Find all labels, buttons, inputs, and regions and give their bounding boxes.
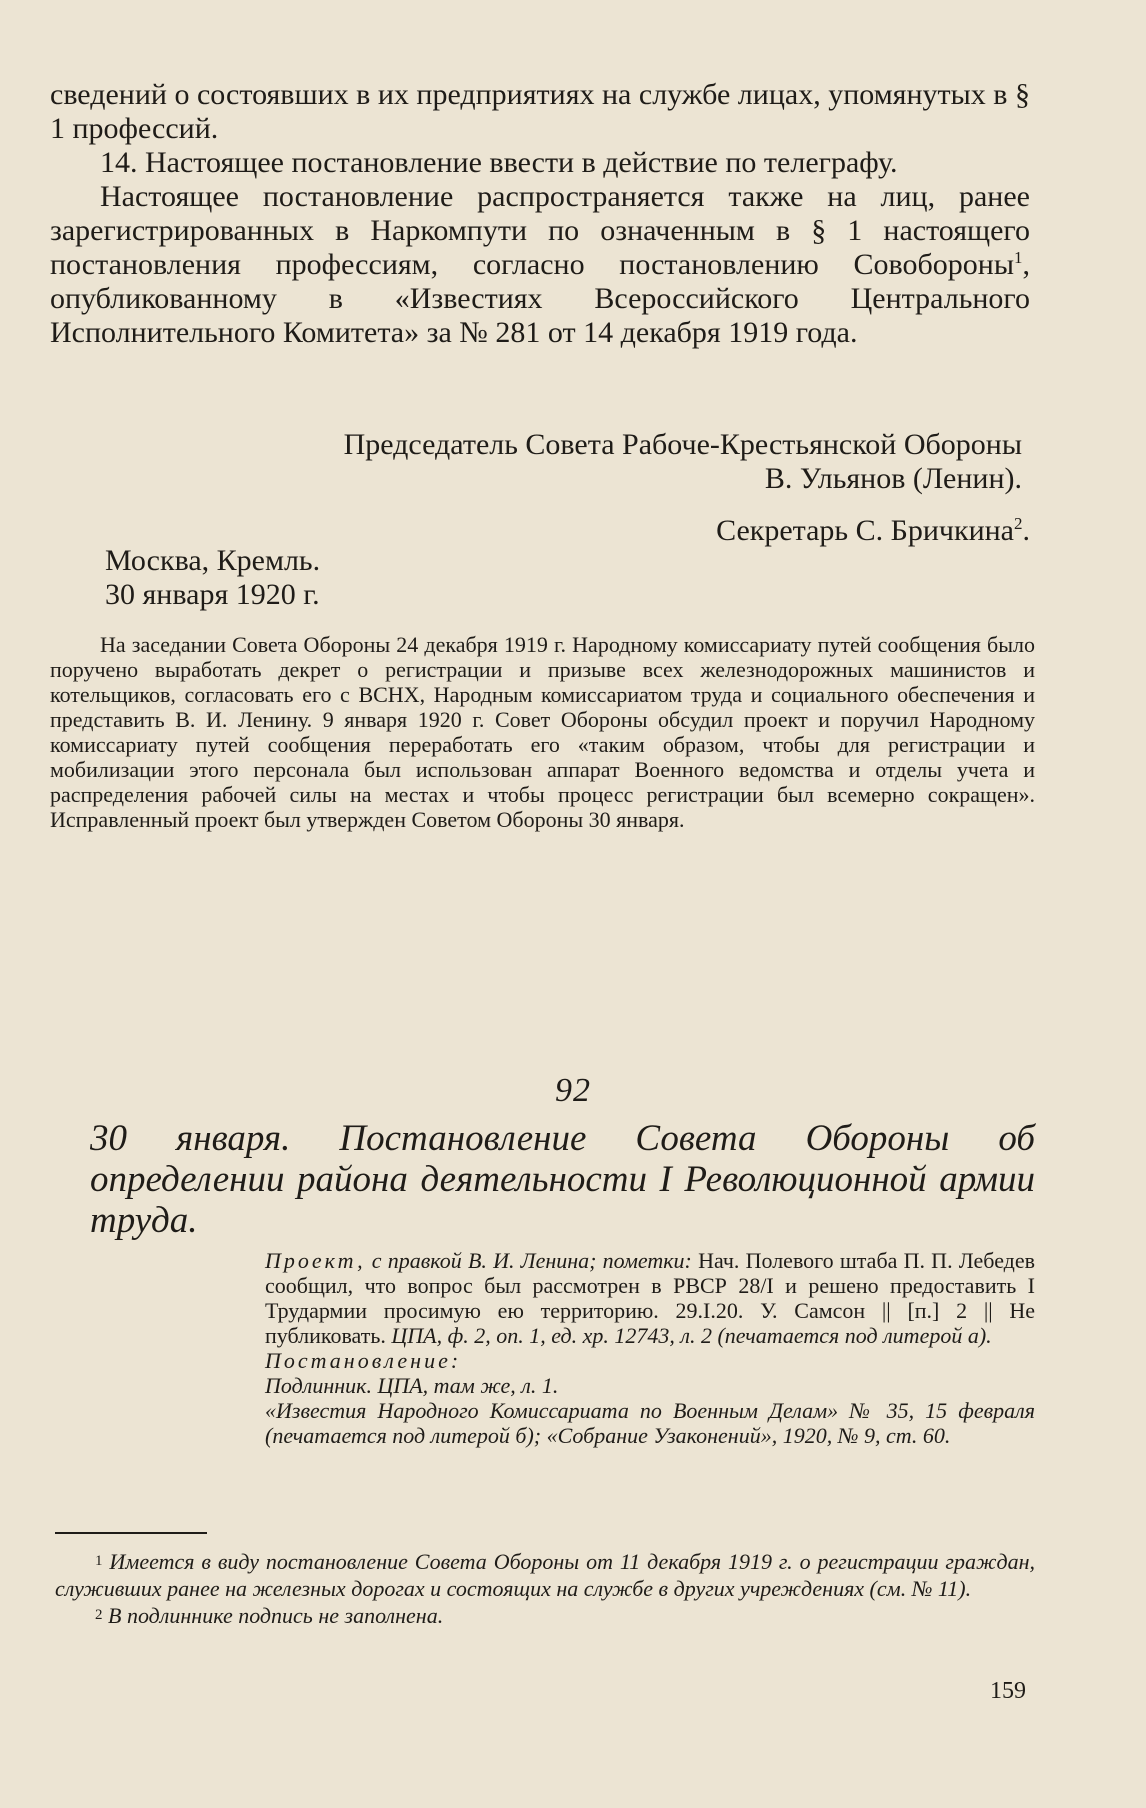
chair-title: Председатель Совета Рабоче-Крестьянской Обороны xyxy=(343,428,1022,461)
place-date xyxy=(105,544,320,612)
item-14: 14. Настоящее постановление ввести в действие по телеграфу. xyxy=(100,146,898,179)
place: Москва, Кремль. xyxy=(105,544,321,577)
date: 30 января 1920 г. xyxy=(105,578,320,611)
document-number: 92 xyxy=(555,1072,591,1109)
paragraph-scope: Настоящее постановление распространяется также на лиц, ранее зарегистрированных в Наркомпути по означенным в § 1 настоящего постановления профессиям, согласно постановлению Совобороны$^1$, опубликованному в «Известиях Всероссийского Центрального Исполнительного Комитета» за № 281 от 14 декабря 1919 года. xyxy=(50,180,1030,349)
footnotes xyxy=(55,1548,1035,1629)
signatures xyxy=(50,428,1030,548)
footnote-ref-1[interactable]: 1 xyxy=(1014,248,1023,267)
source-original: Подлинник. ЦПА, там же, л. 1. xyxy=(265,1373,559,1398)
footnote-ref-2[interactable]: 2 xyxy=(1014,514,1023,533)
main-text xyxy=(50,78,1030,350)
source-publication: «Известия Народного Комиссариата по Военным Делам» № 35, 15 февраля (печатается под литерой б); «Собрание Узаконений», 1920, № 9, ст. 60. xyxy=(265,1398,1035,1448)
footnote-2: $^2$ В подлиннике подпись не заполнена. xyxy=(95,1603,444,1628)
chair-name: В. Ульянов (Ленин). xyxy=(764,462,1022,495)
secretary-signature: Секретарь С. Бричкина$^2$. xyxy=(716,514,1030,547)
footnote-1: $^1$ Имеется в виду постановление Совета Обороны от 11 декабря 1919 г. о регистрации граждан, служивших ранее на железных дорогах и состоящих на службе в других учреждениях (см. № 11). xyxy=(55,1549,1036,1601)
commentary: На заседании Совета Обороны 24 декабря 1919 г. Народному комиссариату путей сообщения было поручено выработать декрет о регистрации и призыве всех железнодорожных машинистов и котельщиков, согласовать его с ВСНХ, Народным комиссариатом труда и социального обеспечения и представить В. И. Ленину. 9 января 1920 г. Совет Обороны обсудил проект и поручил Народному комиссариату путей сообщения переработать его «таким образом, чтобы для регистрации и мобилизации этого персонала был использован аппарат Военного ведомства и отделы учета и распределения рабочей силы на местах и чтобы процесс регистрации был всемерно сокращен». Исправленный проект был утвержден Советом Обороны 30 января. xyxy=(50,632,1035,832)
page-number: 159 xyxy=(990,1678,1026,1704)
source-resolution-label: Постановление: xyxy=(265,1348,462,1373)
document-heading: 30 января. Постановление Совета Обороны об определении района деятельности I Революционной армии труда. xyxy=(90,1118,1035,1241)
paragraph-continuation: сведений о состоявших в их предприятиях на службе лицах, упомянутых в § 1 профессий. xyxy=(50,78,1030,145)
footnote-divider xyxy=(55,1532,207,1534)
source-draft: Проект, с правкой В. И. Ленина; пометки: Нач. Полевого штаба П. П. Лебедев сообщил, что вопрос был рассмотрен в РВСР 28/I и решено предоставить I Трудармии просимую ею территорию. 29.I.20. У. Самсон || [п.] 2 || Не публиковать. ЦПА, ф. 2, оп. 1, ед. хр. 12743, л. 2 (печатается под литерой а). xyxy=(265,1248,1036,1348)
source-notes xyxy=(265,1248,1035,1448)
